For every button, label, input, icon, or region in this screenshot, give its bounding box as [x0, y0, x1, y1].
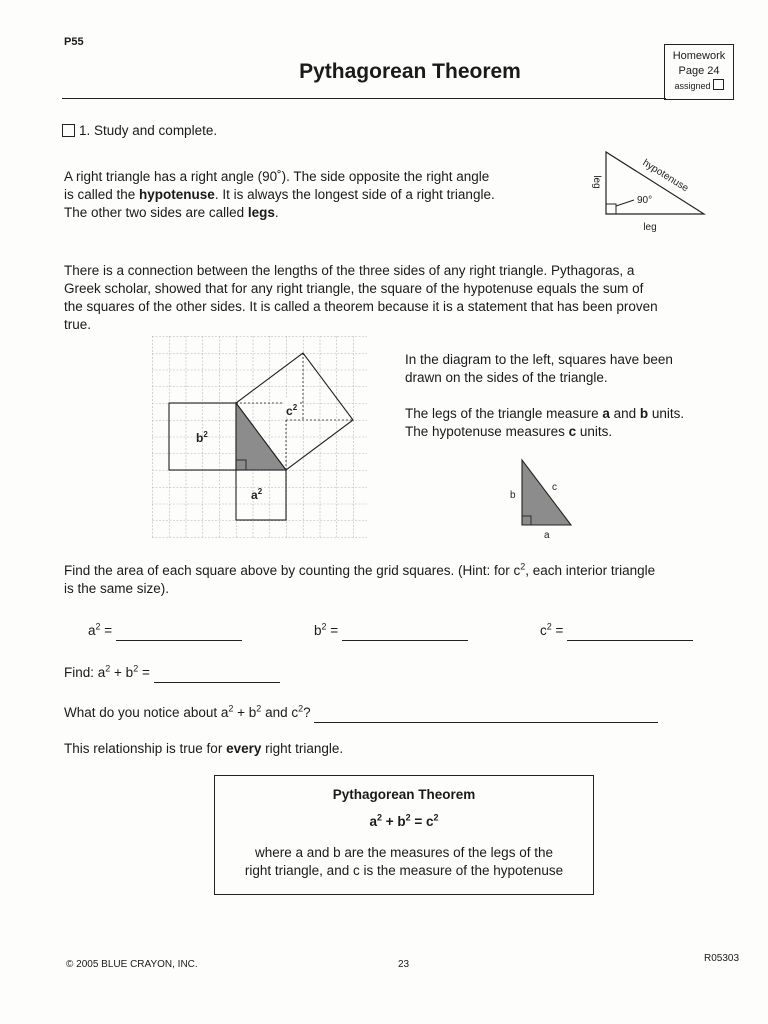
- intro-paragraph: A right triangle has a right angle (90˚). The side opposite the right angle is called the hypotenuse. It is always the longest side of a right triangle. The other two sides are called legs.: [64, 169, 495, 220]
- answer-b2-blank[interactable]: [342, 622, 468, 641]
- answer-a2: $a^2$ =: [88, 622, 242, 641]
- answer-a2-blank[interactable]: [116, 622, 242, 641]
- relationship-statement: This relationship is true for every right triangle.: [64, 741, 344, 756]
- notice-question: What do you notice about $a^2 + b^2$ and $c^2$?: [64, 704, 658, 723]
- label-b2: $b^2$: [196, 430, 208, 445]
- small-label-b: b: [510, 490, 516, 501]
- pythagoras-paragraph: There is a connection between the lengths of the three sides of any right triangle. Pythagoras, a Greek scholar, showed that for any right triangle, the square of the hypotenuse equals the sum of the squares of the other sides. It is called a theorem because it is a statement that has been proven true.: [64, 263, 658, 332]
- label-a2: $a^2$: [251, 487, 263, 502]
- label-c2: $c^2$: [286, 403, 298, 418]
- header-rule: [62, 98, 666, 99]
- angle-pointer: [616, 200, 634, 206]
- homework-box: [664, 44, 734, 100]
- answer-c2-blank[interactable]: [567, 622, 693, 641]
- angle-label: 90°: [637, 195, 653, 206]
- right-triangle-diagram: [584, 142, 714, 238]
- right-angle-mark: [606, 204, 616, 214]
- step-1-checkbox[interactable]: [62, 124, 75, 137]
- diagram-explanation: In the diagram to the left, squares have been drawn on the sides of the triangle. The legs of the triangle measure a and b units. The hypotenuse measures c units.: [405, 352, 685, 439]
- step-1: 1. Study and complete.: [62, 122, 217, 140]
- page-title: Pythagorean Theorem: [299, 60, 521, 83]
- footer-code: R05303: [704, 953, 740, 964]
- small-triangle-diagram: [500, 452, 580, 542]
- footer-page-number: 23: [398, 959, 410, 970]
- find-sum: Find: $a^2 + b^2$ =: [64, 664, 280, 683]
- answer-b2: $b^2$ =: [314, 622, 468, 641]
- answer-c2: $c^2$ =: [540, 622, 693, 641]
- footer-copyright: © 2005 BLUE CRAYON, INC.: [66, 959, 198, 970]
- theorem-box: [214, 775, 594, 895]
- leg-bottom-label: leg: [643, 222, 657, 233]
- homework-assigned: assigned: [665, 79, 733, 94]
- homework-page: Page 24: [678, 65, 720, 77]
- assigned-checkbox[interactable]: [713, 79, 724, 90]
- hypotenuse-label: hypotenuse: [640, 157, 691, 195]
- theorem-formula: $a^2 + b^2 = c^2$: [369, 812, 439, 829]
- small-label-a: a: [544, 530, 550, 541]
- find-area-instructions: Find the area of each square above by counting the grid squares. (Hint: for $c^2$, each interior triangle is the same size).: [64, 561, 656, 596]
- small-label-c: c: [552, 482, 557, 493]
- homework-label: Homework: [672, 50, 726, 62]
- find-sum-blank[interactable]: [154, 664, 280, 683]
- theorem-title: Pythagorean Theorem: [332, 787, 476, 802]
- leg-side-label: leg: [591, 175, 602, 189]
- page-code: P55: [64, 36, 84, 48]
- notice-blank[interactable]: [314, 704, 658, 723]
- small-triangle: [522, 460, 571, 525]
- theorem-description: where a and b are the measures of the legs of the right triangle, and c is the measure of the hypotenuse: [244, 845, 564, 878]
- grid-squares-diagram: [152, 336, 368, 540]
